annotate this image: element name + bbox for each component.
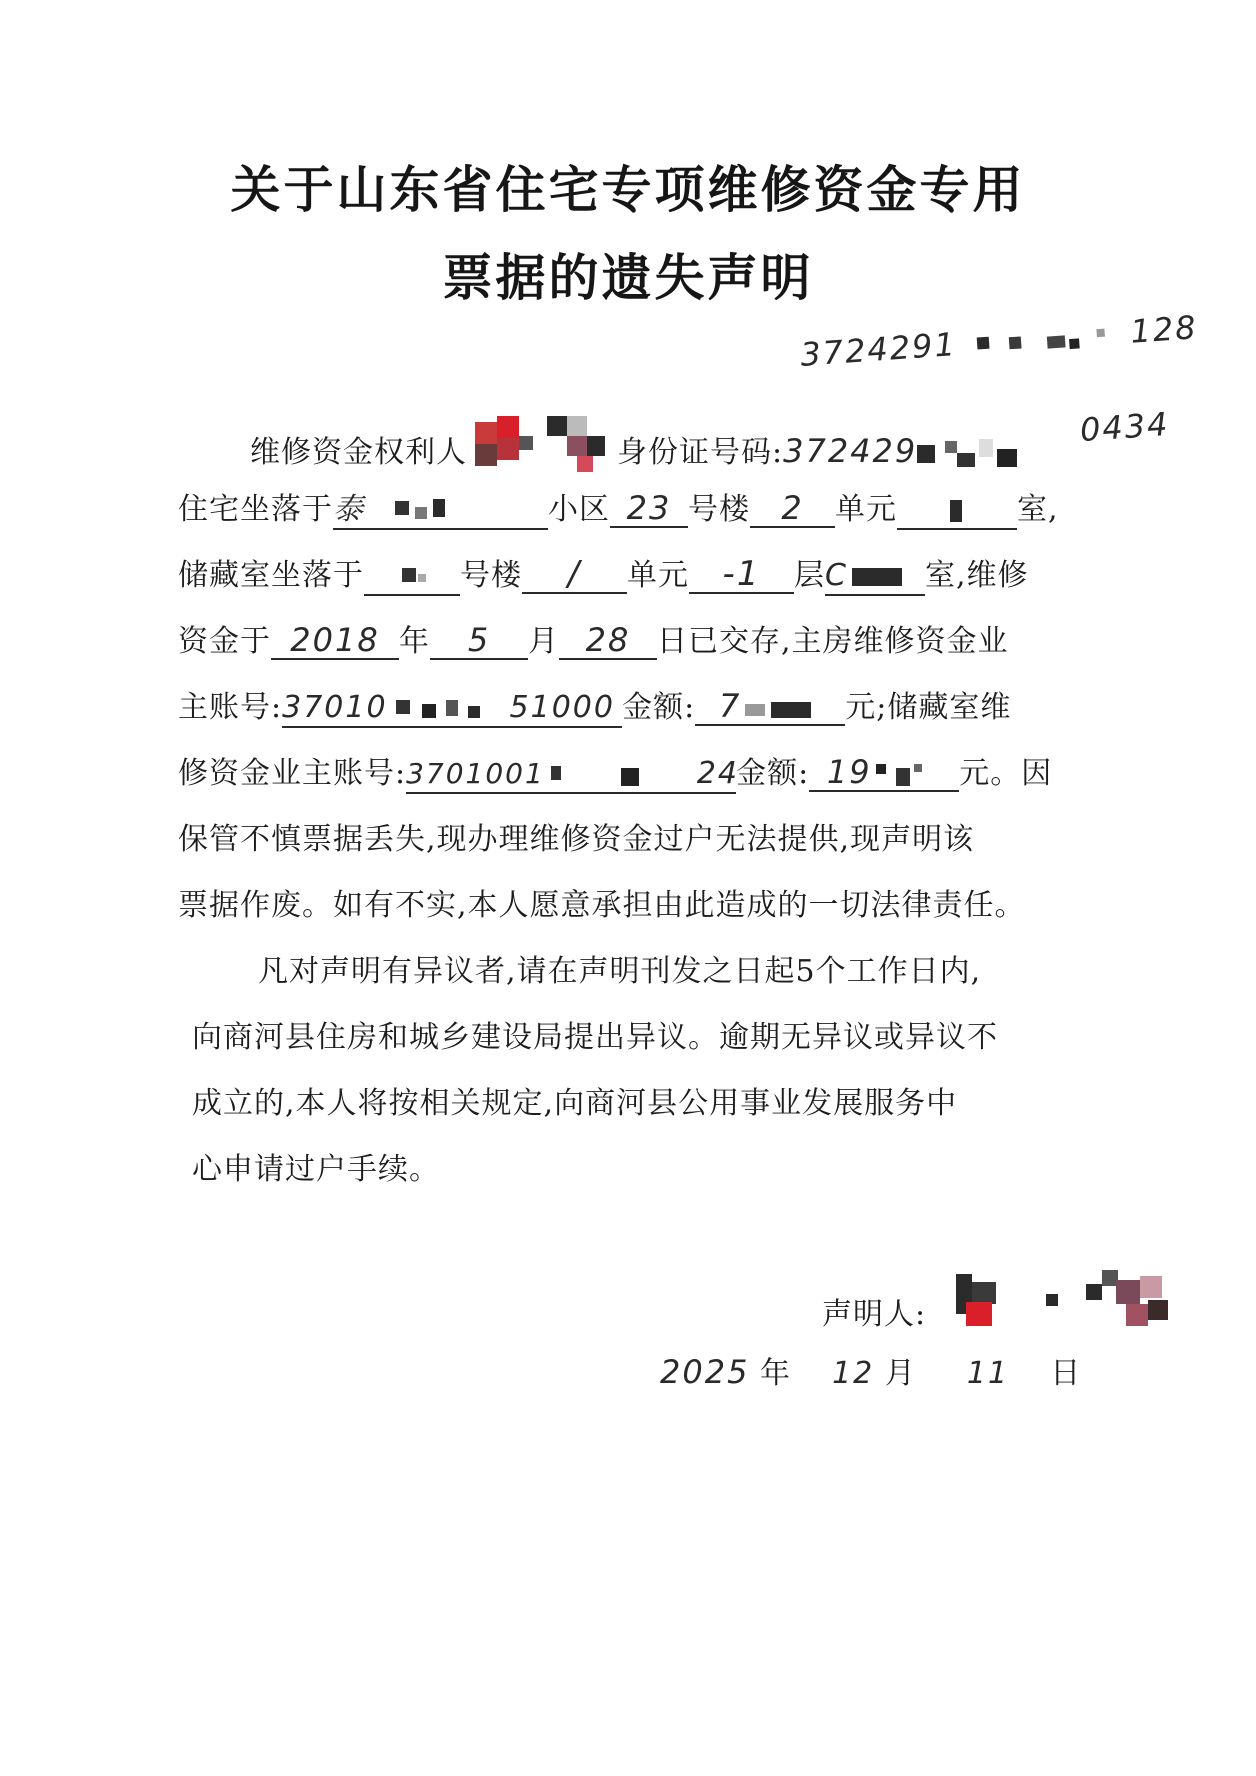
deposit-month-field: 5 bbox=[430, 622, 528, 660]
redacted-id-number bbox=[917, 439, 1027, 469]
redacted-mosaic bbox=[968, 322, 1119, 358]
storage-building-label: 号楼 bbox=[460, 558, 522, 593]
storage-account-label: 修资金业主账号: bbox=[178, 756, 407, 791]
date-day-unit: 日 bbox=[1050, 1356, 1082, 1391]
objection-line-1: 凡对声明有异议者,请在声明刊发之日起5个工作日内, bbox=[258, 954, 982, 989]
storage-unit-field: / bbox=[522, 556, 627, 594]
main-amount-field bbox=[695, 688, 845, 726]
handwritten-id-top-suffix: 128 bbox=[1129, 308, 1199, 351]
body-line-5 bbox=[178, 688, 1011, 728]
redacted-main-account bbox=[394, 696, 504, 722]
handwritten-date-year: 2025 bbox=[660, 1353, 750, 1391]
main-account-label: 主账号: bbox=[178, 690, 283, 725]
signature-line bbox=[822, 1284, 1196, 1348]
owner-label: 维修资金权利人 bbox=[250, 435, 467, 470]
redacted-storage-amount bbox=[872, 762, 942, 788]
storage-amount-field bbox=[809, 754, 959, 792]
unit-number-field: 2 bbox=[750, 490, 835, 528]
redacted-signature bbox=[926, 1270, 1196, 1334]
title-line-1: 关于山东省住宅专项维修资金专用 bbox=[230, 161, 1026, 219]
storage-room-field bbox=[825, 558, 925, 596]
deposit-tail-text: 日已交存,主房维修资金业 bbox=[657, 624, 1009, 659]
handwritten-date-day: 11 bbox=[966, 1356, 1010, 1391]
building-label: 号楼 bbox=[688, 492, 750, 527]
redacted-main-amount bbox=[741, 696, 821, 722]
deposit-year-field: 2018 bbox=[271, 622, 399, 660]
handwritten-storage-account-suffix: 24 bbox=[696, 756, 739, 791]
handwritten-storage-account-prefix: 3701001 bbox=[406, 757, 545, 790]
storage-amount-unit: 元。因 bbox=[959, 756, 1053, 791]
building-number-field: 23 bbox=[610, 490, 688, 528]
deposit-day-field: 28 bbox=[559, 622, 657, 660]
body-line-2 bbox=[178, 490, 1059, 530]
handwritten-community: 泰 bbox=[333, 492, 365, 527]
handwritten-id-right-suffix: 0434 bbox=[1078, 404, 1171, 450]
body-line-8: 票据作废。如有不实,本人愿意承担由此造成的一切法律责任。 bbox=[178, 888, 1026, 923]
handwritten-id-top-prefix: 3724291 bbox=[799, 325, 958, 374]
handwritten-id-top bbox=[799, 308, 1199, 374]
storage-account-field bbox=[406, 756, 739, 794]
handwritten-main-account-prefix: 37010 bbox=[282, 690, 388, 725]
title-line-2: 票据的遗失声明 bbox=[442, 249, 814, 307]
redacted-room bbox=[942, 498, 972, 524]
community-label: 小区 bbox=[548, 492, 610, 527]
redacted-storage-building bbox=[392, 564, 432, 590]
room-number-field bbox=[897, 492, 1017, 530]
handwritten-date-month: 12 bbox=[832, 1356, 875, 1391]
objection-line-3: 成立的,本人将按相关规定,向商河县公用事业发展服务中 bbox=[192, 1086, 958, 1121]
month-label: 月 bbox=[528, 624, 559, 659]
redacted-storage-account bbox=[551, 762, 691, 788]
floor-label: 层 bbox=[794, 558, 825, 593]
redacted-storage-room bbox=[848, 564, 908, 590]
year-label: 年 bbox=[399, 624, 430, 659]
unit-label: 单元 bbox=[835, 492, 897, 527]
storage-unit-label: 单元 bbox=[627, 558, 689, 593]
deposit-label: 资金于 bbox=[178, 624, 271, 659]
storage-floor-field: -1 bbox=[689, 556, 794, 594]
redacted-community bbox=[395, 497, 465, 525]
residence-label: 住宅坐落于 bbox=[178, 492, 333, 527]
date-year-unit: 年 bbox=[759, 1356, 791, 1391]
id-number-label: 身份证号码: bbox=[617, 435, 784, 470]
signature-date bbox=[660, 1352, 1081, 1394]
body-line-7: 保管不慎票据丢失,现办理维修资金过户无法提供,现声明该 bbox=[178, 822, 975, 857]
handwritten-main-amount: 7 bbox=[719, 687, 742, 725]
storage-location-label: 储藏室坐落于 bbox=[178, 558, 364, 593]
objection-line-2: 向商河县住房和城乡建设局提出异议。逾期无异议或异议不 bbox=[192, 1020, 998, 1055]
community-name-field bbox=[333, 492, 548, 530]
redacted-owner-name bbox=[467, 416, 617, 480]
room-label: 室, bbox=[1017, 492, 1059, 527]
body-line-4 bbox=[178, 622, 1009, 662]
main-amount-unit: 元;储藏室维 bbox=[845, 690, 1012, 725]
handwritten-storage-room: C bbox=[825, 558, 848, 593]
storage-building-field bbox=[364, 558, 460, 596]
storage-amount-label: 金额: bbox=[736, 756, 810, 791]
main-amount-label: 金额: bbox=[622, 690, 696, 725]
body-line-6 bbox=[178, 754, 1052, 794]
handwritten-main-account-mid: 51000 bbox=[509, 690, 615, 725]
handwritten-storage-amount: 19 bbox=[826, 753, 872, 791]
signer-label: 声明人: bbox=[822, 1297, 927, 1332]
body-line-1 bbox=[250, 422, 1027, 486]
handwritten-id-prefix: 372429 bbox=[783, 432, 918, 470]
main-account-field bbox=[282, 690, 622, 728]
objection-line-4: 心申请过户手续。 bbox=[192, 1152, 440, 1187]
storage-room-label: 室,维修 bbox=[925, 558, 1029, 593]
date-month-unit: 月 bbox=[884, 1356, 916, 1391]
body-line-3 bbox=[178, 556, 1029, 596]
